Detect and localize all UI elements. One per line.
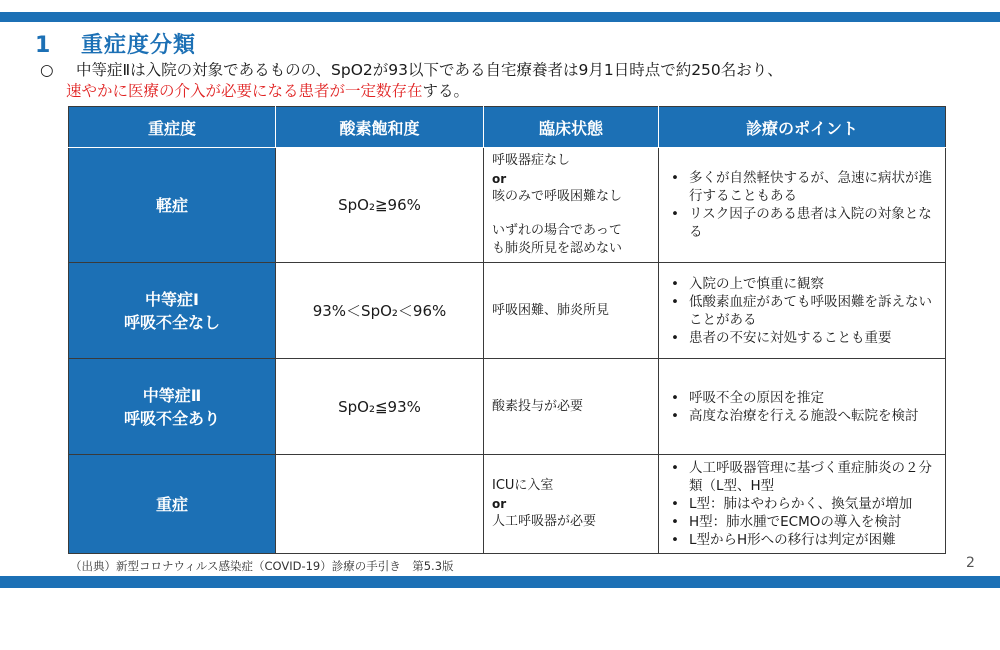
point-item: • リスク因子のある患者は入院の対象となる (665, 205, 937, 241)
points-cell (659, 359, 946, 455)
clinical-cell (484, 148, 659, 263)
spo2-cell: SpO₂≧96% (276, 148, 484, 263)
section-number: 1 (35, 33, 52, 58)
clinical-cell (484, 359, 659, 455)
points-cell (659, 263, 946, 359)
points-cell (659, 148, 946, 263)
header-severity: 重症度 (69, 107, 276, 148)
severity-cell (69, 455, 276, 554)
point-item: • 低酸素血症があても呼吸困難を訴えないことがある (665, 293, 937, 329)
severity-table (68, 106, 946, 554)
lead-line-1 (40, 60, 970, 81)
circle-bullet-icon: ○ (40, 61, 54, 79)
header-points: 診療のポイント (659, 107, 946, 148)
bottom-accent-bar (0, 576, 1000, 588)
table-row-moderate-2 (69, 359, 946, 455)
point-item: • L型：肺はやわらかく、換気量が増加 (665, 495, 937, 513)
point-item: • 呼吸不全の原因を推定 (665, 389, 937, 407)
clinical-line: ICUに入室 (492, 478, 554, 493)
clinical-line: 咳のみで呼吸困難なし (492, 189, 623, 204)
spo2-cell (276, 455, 484, 554)
clinical-or: or (492, 497, 507, 511)
clinical-line: 呼吸困難、肺炎所見 (492, 302, 610, 318)
clinical-cell (484, 455, 659, 554)
point-item: • 高度な治療を行える施設へ転院を検討 (665, 407, 937, 425)
lead-line-2 (40, 81, 970, 102)
clinical-line: も肺炎所見を認めない (492, 241, 623, 256)
clinical-line: 人工呼吸器が必要 (492, 514, 597, 529)
table-header-row (69, 107, 946, 148)
severity-sublabel: 呼吸不全あり (123, 408, 220, 428)
lead-text-1: 中等症Ⅱは入院の対象であるものの、SpO2が93以下である自宅療養者は9月1日時点で約250名おり、 (76, 61, 783, 79)
severity-label: 中等症Ⅰ (145, 289, 199, 309)
severity-cell (69, 148, 276, 263)
header-clinical: 臨床状態 (484, 107, 659, 148)
top-accent-bar (0, 12, 1000, 22)
clinical-spacer (492, 206, 650, 222)
severity-label: 軽症 (155, 195, 188, 215)
spo2-cell: 93%＜SpO₂＜96% (276, 263, 484, 359)
clinical-line: 呼吸器症なし (492, 153, 571, 168)
point-item: • 入院の上で慎重に観察 (665, 275, 937, 293)
spo2-cell: SpO₂≦93% (276, 359, 484, 455)
table-row-moderate-1 (69, 263, 946, 359)
point-item: • H型：肺水腫でECMOの導入を検討 (665, 513, 937, 531)
severity-cell (69, 359, 276, 455)
point-item: • 人工呼吸器管理に基づく重症肺炎の２分類（L型、H型 (665, 459, 937, 495)
point-item: • 多くが自然軽快するが、急速に病状が進行することもある (665, 169, 937, 205)
point-item: • 患者の不安に対処することも重要 (665, 329, 937, 347)
section-title-text: 重症度分類 (81, 33, 197, 58)
table-row-severe (69, 455, 946, 554)
table-row-mild (69, 148, 946, 263)
points-cell (659, 455, 946, 554)
severity-sublabel: 呼吸不全なし (123, 312, 220, 332)
source-note: （出典）新型コロナウィルス感染症（COVID-19）診療の手引き 第5.3版 (70, 559, 454, 573)
severity-cell (69, 263, 276, 359)
clinical-line: いずれの場合であって (492, 223, 622, 238)
page-number: 2 (966, 555, 975, 571)
clinical-line: 酸素投与が必要 (492, 398, 584, 414)
clinical-or: or (492, 172, 507, 186)
header-spo2: 酸素飽和度 (276, 107, 484, 148)
severity-label: 重症 (155, 494, 188, 514)
clinical-cell (484, 263, 659, 359)
lead-paragraph (40, 60, 970, 102)
severity-label: 中等症Ⅱ (142, 385, 202, 405)
section-title (35, 28, 196, 59)
point-item: • L型からH形への移行は判定が困難 (665, 531, 937, 549)
lead-text-2: する。 (422, 82, 470, 100)
lead-highlight: 速やかに医療の介入が必要になる患者が一定数存在 (66, 82, 423, 100)
